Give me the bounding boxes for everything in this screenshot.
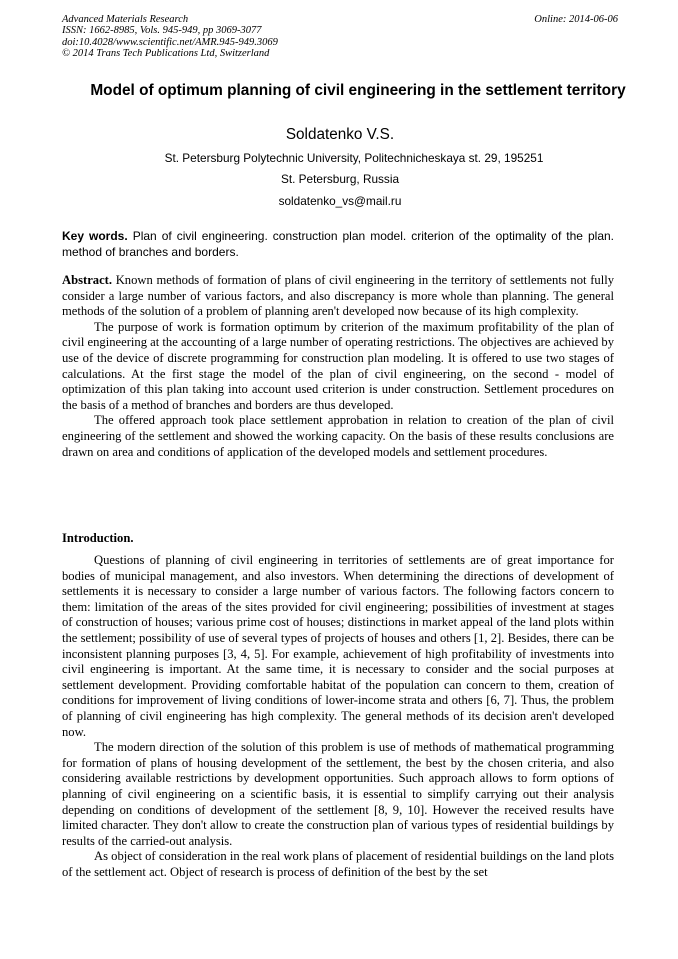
keywords-block (62, 228, 614, 260)
keywords-text: Plan of civil engineering. construction plan model. criterion of the optimality of the plan. method of branches and borders. (62, 229, 615, 259)
introduction-heading: Introduction. (62, 531, 134, 545)
introduction-section (62, 553, 614, 880)
journal-header (62, 14, 618, 60)
abstract-paragraph-2: The purpose of work is formation optimum by criterion of the maximum profitability of the plan of civil engineering at the accounting of a large number of operating restrictions. The objectives are achieved by use of the device of discrete programming for construction plan modeling. It is offered to use two stages of calculations. At the first stage the model of the plan of civil engineering, on the second - model of optimization of this plan taking into account used criterion is under construction. Settlement procedures on the basis of a method of branches and borders are thus developed. (62, 319, 614, 412)
introduction-paragraph-1: Questions of planning of civil engineering in territories of settlements are of great importance for bodies of municipal management, and also investors. When determining the directions of development of settlements it is necessary to consider a large number of various factors. The following factors concern to them: limitation of the areas of the sites provided for civil engineering; possibilities of investment at stages of construction of houses; various prime cost of houses; distinctions in market appeal of the land plots within the settlement; possibility of use of several types of projects of houses and others [1, 2]. Besides, there can be inconsistent planning purposes [3, 4, 5]. For example, achievement of high profitability of investments into civil engineering is important. At the same time, it is necessary to consider and the social purposes at settlement development. Providing comfortable habitat of the population can concern to them, creation of conditions for improvement of living conditions of lower-income strata and others [6, 7]. Thus, the problem of planning of civil engineering has high complexity. The general methods of its decision aren't developed now. (62, 553, 614, 739)
abstract-section (62, 273, 614, 460)
copyright-line: © 2014 Trans Tech Publications Ltd, Switzerland (62, 48, 270, 60)
online-date: Online: 2014-06-06 (534, 14, 618, 25)
issn-line: ISSN: 1662-8985, Vols. 945-949, pp 3069-3077 (62, 25, 262, 37)
author-email[interactable]: soldatenko_vs@mail.ru (278, 194, 402, 208)
keywords-label: Key words. (62, 229, 128, 243)
abstract-paragraph-1 (62, 273, 614, 320)
abstract-text-1: Known methods of formation of plans of civil engineering in the territory of settlements not fully consider a large number of various factors, and also discrepancy is more whole than planning. The general methods of the solution of a problem of planning aren't developed now because of its high complexity. (62, 273, 614, 319)
introduction-paragraph-2: The modern direction of the solution of this problem is use of methods of mathematical programming for formation of plans of housing development of the settlement, the best by the chosen criteria, and also considering available restrictions by development opportunities. Such approach allows to form options of planning of civil engineering on a scientific basis, it is essential to simplify carrying out their analysis depending on conditions of development of the settlement [8, 9, 10]. However the received results have limited character. They don't allow to create the construction plan of various types of residential buildings by results of the carried-out analysis. (62, 740, 614, 848)
author-name: Soldatenko V.S. (285, 126, 395, 143)
affiliation-city: St. Petersburg, Russia (280, 172, 400, 186)
abstract-label: Abstract. (62, 273, 113, 287)
affiliation-line: St. Petersburg Polytechnic University, Politechnicheskaya st. 29, 195251 (164, 151, 544, 165)
introduction-paragraph-3: As object of consideration in the real work plans of placement of residential buildings on the land plots of the settlement act. Object of research is process of definition of the best by the set (62, 849, 614, 879)
abstract-paragraph-3: The offered approach took place settlement approbation in relation to creation of the plan of civil engineering of the settlement and showed the working capacity. On the basis of these results conclusions are drawn on area and conditions of application of the developed models and settlement procedures. (62, 413, 614, 459)
doi-line: doi:10.4028/www.scientific.net/AMR.945-949.3069 (62, 36, 278, 48)
journal-name: Advanced Materials Research (62, 14, 189, 25)
paper-title: Model of optimum planning of civil engineering in the settlement territory (90, 82, 626, 99)
